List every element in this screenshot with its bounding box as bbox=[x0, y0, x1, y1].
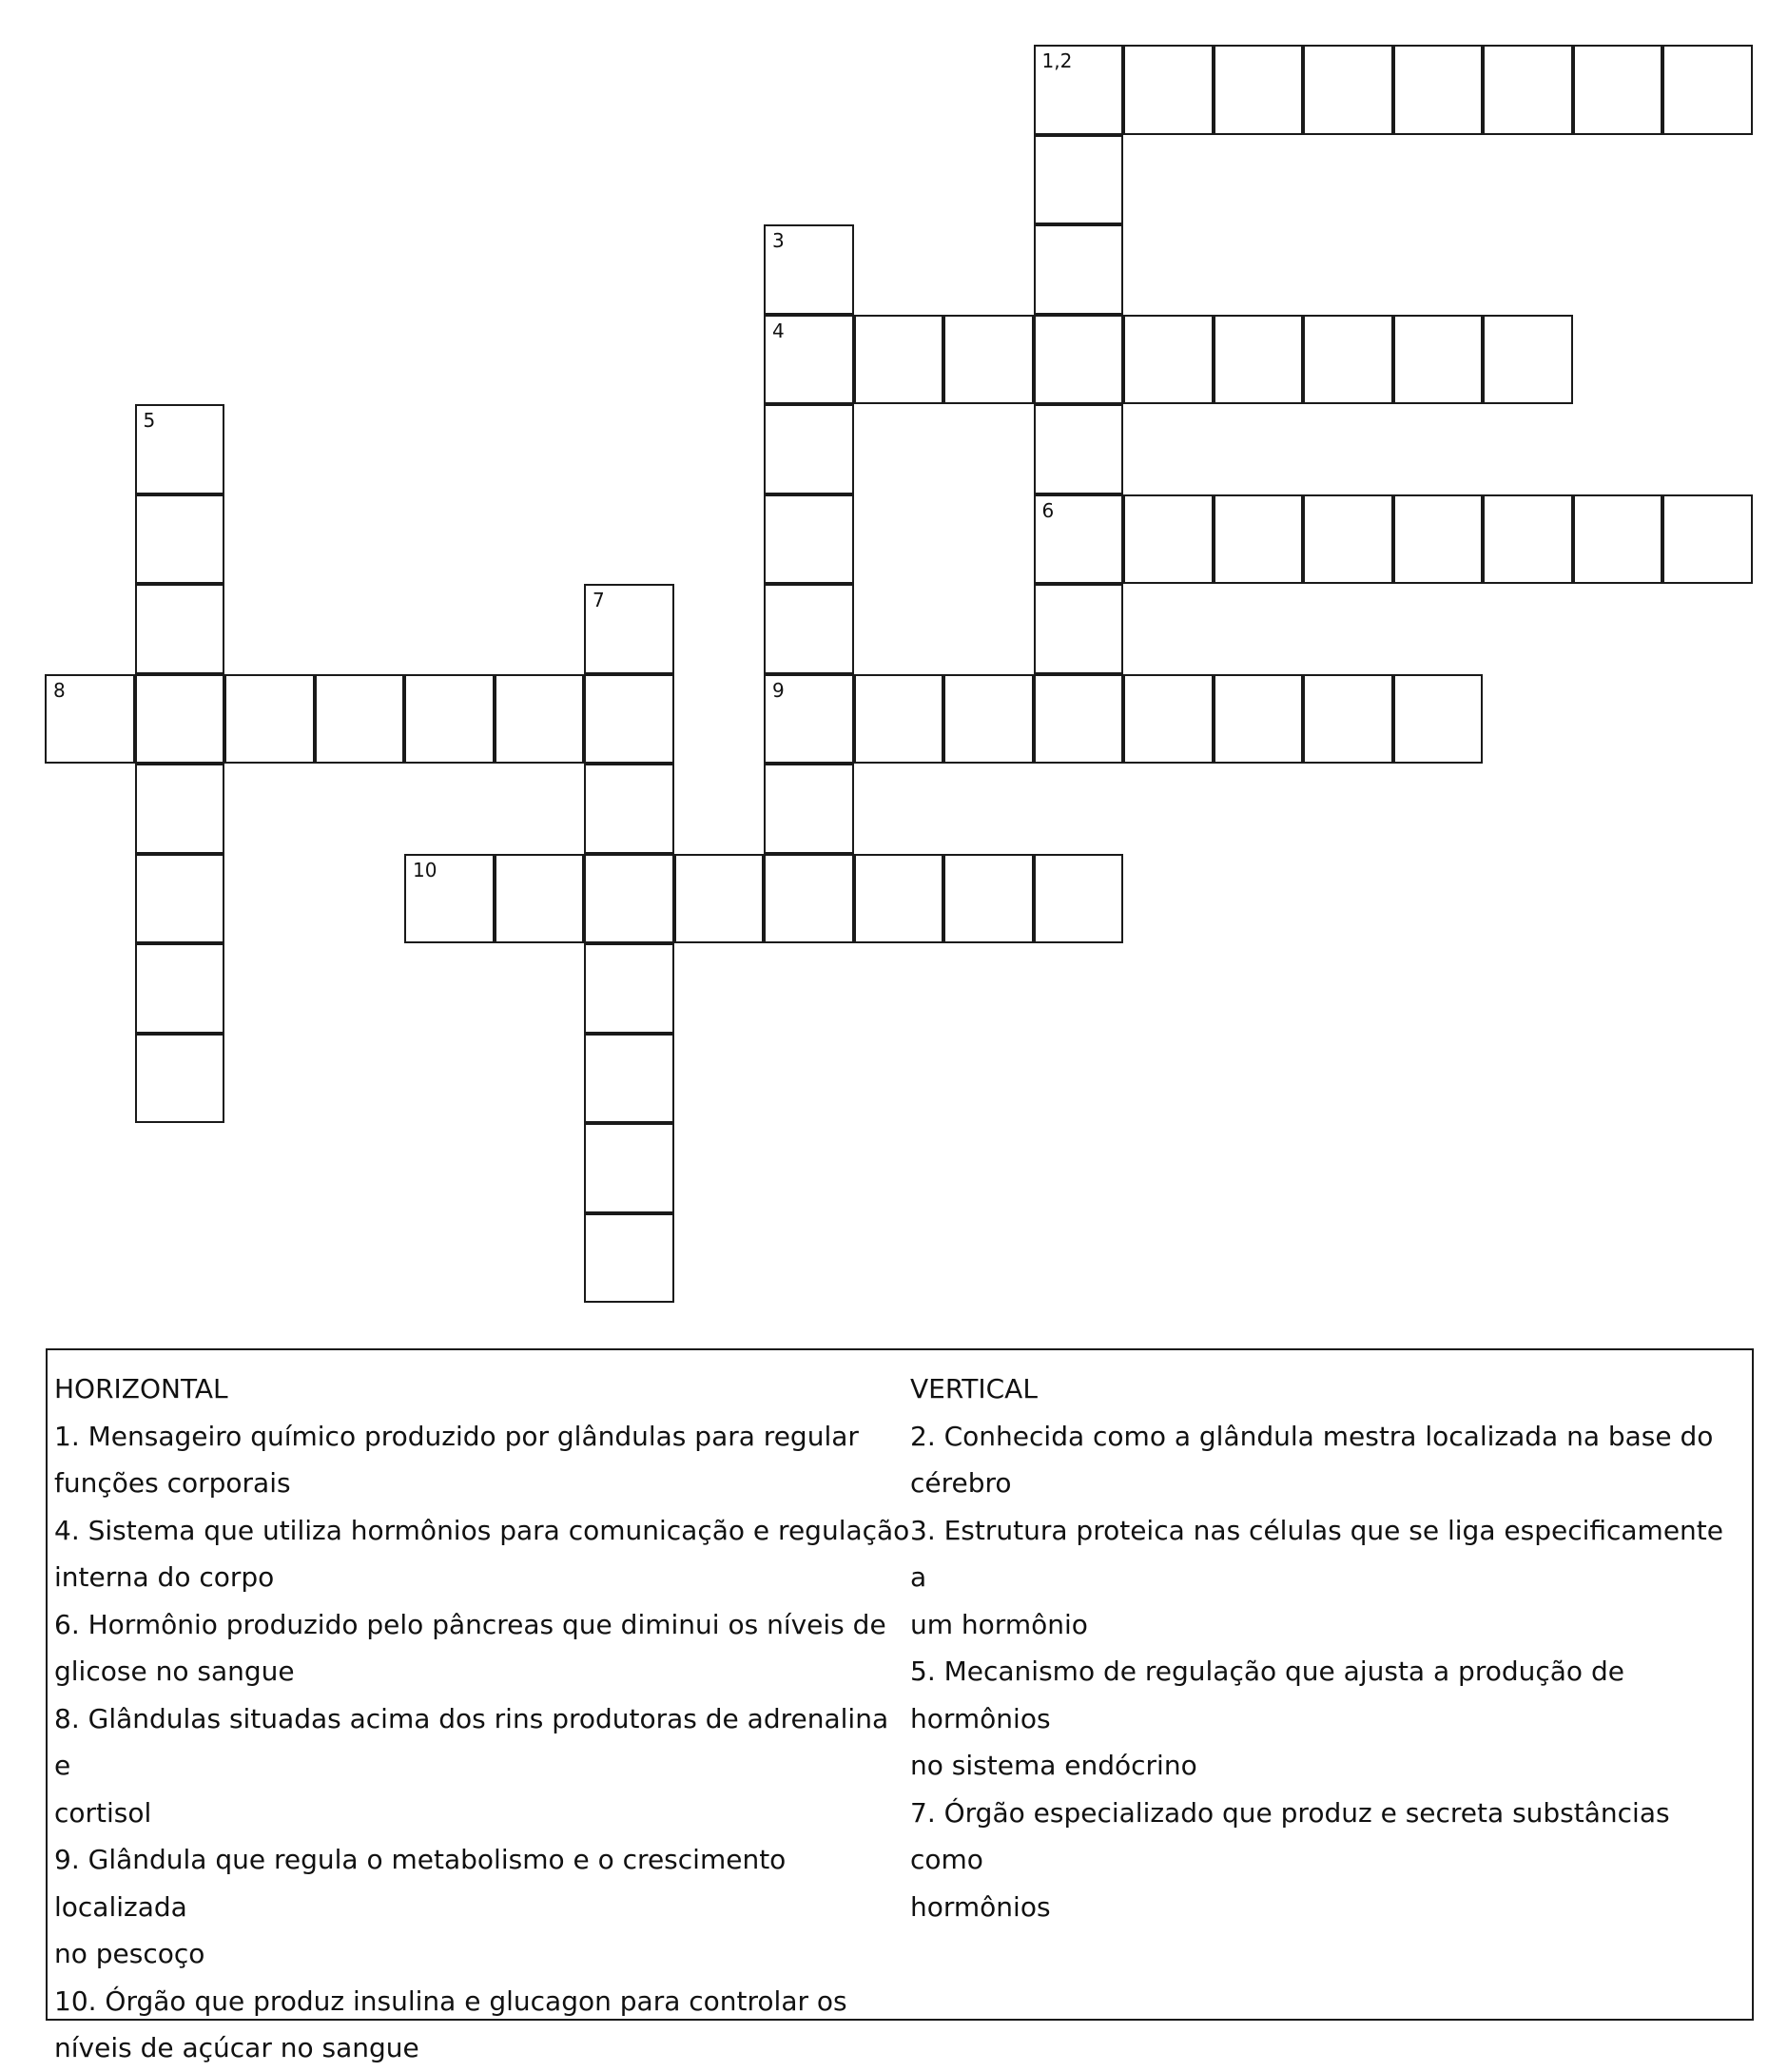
crossword-cell[interactable] bbox=[495, 854, 585, 944]
crossword-cell[interactable] bbox=[1034, 674, 1124, 765]
crossword-cell[interactable] bbox=[1303, 494, 1393, 585]
horizontal-clues bbox=[54, 1365, 910, 2072]
crossword-cell[interactable] bbox=[1123, 45, 1214, 135]
clue-number: 3 bbox=[772, 229, 785, 252]
crossword-cell[interactable] bbox=[764, 764, 854, 854]
crossword-cell[interactable] bbox=[1483, 494, 1573, 585]
crossword-cell[interactable] bbox=[495, 674, 585, 765]
crossword-cell[interactable] bbox=[1662, 494, 1753, 585]
clue-h6-line1: 6. Hormônio produzido pelo pâncreas que diminui os níveis de bbox=[54, 1608, 886, 1640]
crossword-cell[interactable] bbox=[1573, 494, 1663, 585]
crossword-cell[interactable] bbox=[943, 674, 1034, 765]
clue-v7-line1: 7. Órgão especializado que produz e secreta substâncias como bbox=[910, 1796, 1670, 1875]
clue-number: 4 bbox=[772, 319, 785, 342]
crossword-cell[interactable] bbox=[584, 943, 674, 1034]
crossword-cell[interactable] bbox=[1214, 315, 1304, 405]
clue-h10-line2: níveis de açúcar no sangue bbox=[54, 2032, 419, 2063]
crossword-cell[interactable] bbox=[584, 764, 674, 854]
crossword-cell[interactable] bbox=[584, 584, 674, 674]
crossword-cell[interactable] bbox=[1483, 315, 1573, 405]
clue-h10-line1: 10. Órgão que produz insulina e glucagon para controlar os bbox=[54, 1985, 847, 2017]
crossword-cell[interactable] bbox=[1034, 315, 1124, 405]
crossword-cell[interactable] bbox=[854, 674, 944, 765]
crossword-cell[interactable] bbox=[1034, 494, 1124, 585]
crossword-cell[interactable] bbox=[584, 1034, 674, 1124]
crossword-cell[interactable] bbox=[404, 674, 495, 765]
clue-h9-line1: 9. Glândula que regula o metabolismo e o crescimento localizada bbox=[54, 1844, 787, 1923]
crossword-cell[interactable] bbox=[854, 315, 944, 405]
crossword-cell[interactable] bbox=[1393, 494, 1484, 585]
crossword-cell[interactable] bbox=[1662, 45, 1753, 135]
crossword-cell[interactable] bbox=[1123, 315, 1214, 405]
crossword-cell[interactable] bbox=[764, 224, 854, 315]
crossword-cell[interactable] bbox=[764, 854, 854, 944]
crossword-cell[interactable] bbox=[404, 854, 495, 944]
clue-h9-line2: no pescoço bbox=[54, 1938, 205, 1969]
crossword-cell[interactable] bbox=[1034, 584, 1124, 674]
clue-number: 6 bbox=[1041, 498, 1055, 522]
crossword-cell[interactable] bbox=[1123, 674, 1214, 765]
crossword-cell[interactable] bbox=[1123, 494, 1214, 585]
clue-h6-line2: glicose no sangue bbox=[54, 1656, 295, 1687]
crossword-cell[interactable] bbox=[764, 494, 854, 585]
crossword-cell[interactable] bbox=[1393, 45, 1484, 135]
crossword-cell[interactable] bbox=[1393, 315, 1484, 405]
crossword-cell[interactable] bbox=[1034, 404, 1124, 494]
vertical-title: VERTICAL bbox=[910, 1373, 1038, 1404]
crossword-cell[interactable] bbox=[135, 764, 225, 854]
crossword-cell[interactable] bbox=[315, 674, 405, 765]
clue-h4-line1: 4. Sistema que utiliza hormônios para comunicação e regulação bbox=[54, 1514, 910, 1546]
crossword-cell[interactable] bbox=[1214, 45, 1304, 135]
crossword-cell[interactable] bbox=[135, 674, 225, 765]
crossword-cell[interactable] bbox=[584, 1123, 674, 1213]
crossword-cell[interactable] bbox=[1034, 854, 1124, 944]
clue-number: 9 bbox=[772, 678, 785, 702]
crossword-cell[interactable] bbox=[1303, 45, 1393, 135]
horizontal-title: HORIZONTAL bbox=[54, 1373, 228, 1404]
clue-v3-line2: um hormônio bbox=[910, 1608, 1088, 1640]
crossword-cell[interactable] bbox=[224, 674, 315, 765]
clue-number: 7 bbox=[593, 589, 605, 611]
clue-v7-line2: hormônios bbox=[910, 1890, 1051, 1923]
crossword-cell[interactable] bbox=[674, 854, 765, 944]
clue-v2-line2: cérebro bbox=[910, 1467, 1012, 1499]
crossword-cell[interactable] bbox=[135, 943, 225, 1034]
clue-v3-line1: 3. Estrutura proteica nas células que se liga especificamente a bbox=[910, 1514, 1724, 1593]
clue-number: 8 bbox=[53, 678, 66, 702]
clue-v2-line1: 2. Conhecida como a glândula mestra localizada na base do bbox=[910, 1420, 1714, 1452]
clue-v5-line1: 5. Mecanismo de regulação que ajusta a produção de hormônios bbox=[910, 1656, 1624, 1734]
clue-number: 5 bbox=[143, 409, 156, 432]
clue-number: 1,2 bbox=[1041, 49, 1073, 72]
crossword-cell[interactable] bbox=[1214, 674, 1304, 765]
crossword-cell[interactable] bbox=[135, 404, 225, 494]
crossword-cell[interactable] bbox=[1214, 494, 1304, 585]
crossword-cell[interactable] bbox=[1483, 45, 1573, 135]
clue-h8-line1: 8. Glândulas situadas acima dos rins produtoras de adrenalina e bbox=[54, 1702, 889, 1781]
crossword-cell[interactable] bbox=[1393, 674, 1484, 765]
crossword-cell[interactable] bbox=[1034, 224, 1124, 315]
clue-h1-line2: funções corporais bbox=[54, 1467, 291, 1499]
crossword-cell[interactable] bbox=[1034, 45, 1124, 135]
crossword-cell[interactable] bbox=[135, 1034, 225, 1124]
crossword-cell[interactable] bbox=[764, 315, 854, 405]
crossword-cell[interactable] bbox=[1303, 315, 1393, 405]
crossword-cell[interactable] bbox=[764, 674, 854, 765]
crossword-cell[interactable] bbox=[584, 674, 674, 765]
crossword-cell[interactable] bbox=[584, 1213, 674, 1304]
crossword-cell[interactable] bbox=[854, 854, 944, 944]
crossword-cell[interactable] bbox=[943, 854, 1034, 944]
crossword-cell[interactable] bbox=[135, 854, 225, 944]
crossword-cell[interactable] bbox=[584, 854, 674, 944]
clue-h1-line1: 1. Mensageiro químico produzido por glândulas para regular bbox=[54, 1420, 859, 1452]
crossword-cell[interactable] bbox=[135, 494, 225, 585]
crossword-cell[interactable] bbox=[45, 674, 135, 765]
clue-h4-line2: interna do corpo bbox=[54, 1561, 275, 1593]
crossword-cell[interactable] bbox=[1303, 674, 1393, 765]
clues-box bbox=[46, 1348, 1754, 2063]
clue-number: 10 bbox=[413, 858, 437, 881]
clue-h8-line2: cortisol bbox=[54, 1796, 152, 1829]
vertical-clues bbox=[910, 1365, 1747, 1930]
clue-v5-line2: no sistema endócrino bbox=[910, 1750, 1197, 1781]
crossword-cell[interactable] bbox=[1573, 45, 1663, 135]
crossword-cell[interactable] bbox=[943, 315, 1034, 405]
crossword-cell[interactable] bbox=[764, 404, 854, 494]
crossword-cell[interactable] bbox=[135, 584, 225, 674]
crossword-cell[interactable] bbox=[1034, 135, 1124, 225]
crossword-cell[interactable] bbox=[764, 584, 854, 674]
